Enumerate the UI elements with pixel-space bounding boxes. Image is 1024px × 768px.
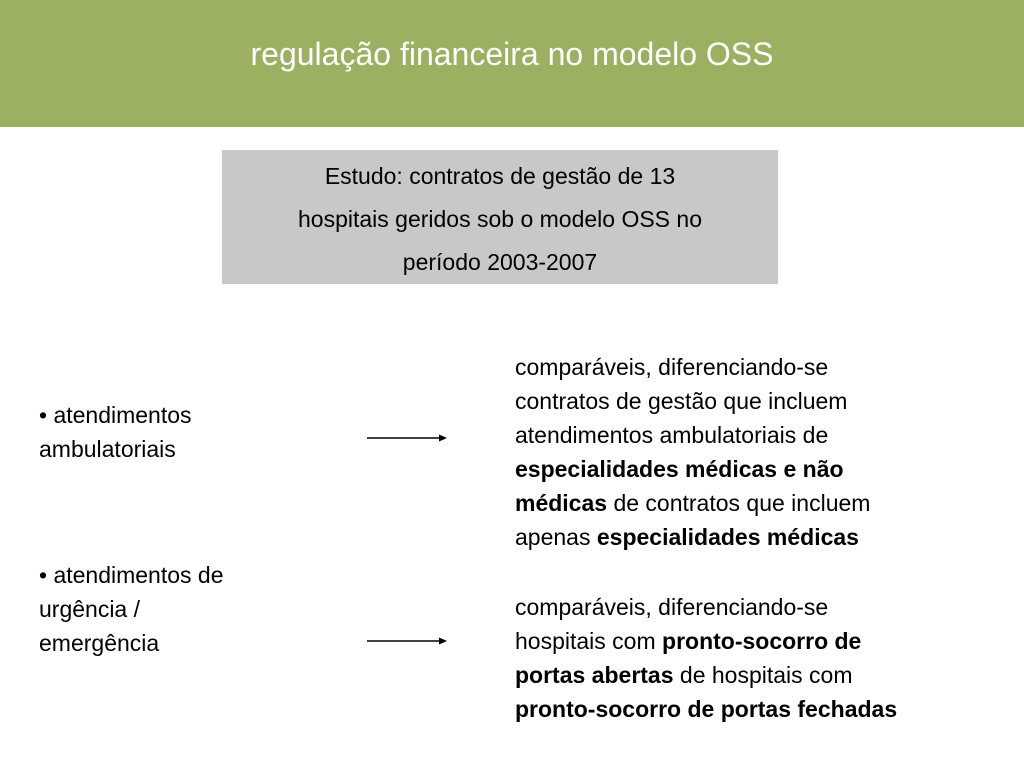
description-line-bold: pronto-socorro de portas fechadas: [515, 696, 898, 722]
description-line: [515, 486, 1005, 520]
slide-title: regulação financeira no modelo OSS: [250, 36, 774, 72]
description-line: [515, 624, 1005, 658]
study-box: [222, 150, 778, 284]
description-line: [515, 658, 1005, 692]
description-line: contratos de gestão que incluem: [515, 388, 848, 414]
bullet-line: urgência /: [39, 596, 141, 622]
arrow-right-icon: [367, 433, 447, 443]
study-line: período 2003-2007: [402, 249, 598, 275]
bullet-ambulatory: [39, 398, 192, 466]
title-bar: [0, 0, 1024, 127]
regular-text: de contratos que incluem: [607, 490, 871, 516]
description-line: atendimentos ambulatoriais de: [515, 422, 829, 448]
bullet-line: ambulatoriais: [39, 436, 176, 462]
study-line: Estudo: contratos de gestão de 13: [324, 163, 676, 189]
arrow-right-icon: [367, 636, 447, 646]
study-line: hospitais geridos sob o modelo OSS no: [297, 206, 703, 232]
bold-text: médicas: [515, 490, 608, 516]
bullet-line: • atendimentos: [39, 402, 192, 428]
bullet-line: • atendimentos de: [39, 562, 224, 588]
description-line: comparáveis, diferenciando-se: [515, 594, 829, 620]
bold-text: pronto-socorro de: [662, 628, 862, 654]
description-emergency: [515, 590, 1005, 726]
regular-text: de hospitais com: [673, 662, 853, 688]
description-line: [515, 520, 1005, 554]
description-ambulatory: [515, 350, 1005, 554]
regular-text: apenas: [515, 524, 597, 550]
bold-text: portas abertas: [515, 662, 674, 688]
bold-text: especialidades médicas: [596, 524, 859, 550]
description-line-bold: especialidades médicas e não: [515, 456, 844, 482]
regular-text: hospitais com: [515, 628, 663, 654]
description-line: comparáveis, diferenciando-se: [515, 354, 829, 380]
bullet-line: emergência: [39, 630, 160, 656]
bullet-emergency: [39, 558, 224, 660]
